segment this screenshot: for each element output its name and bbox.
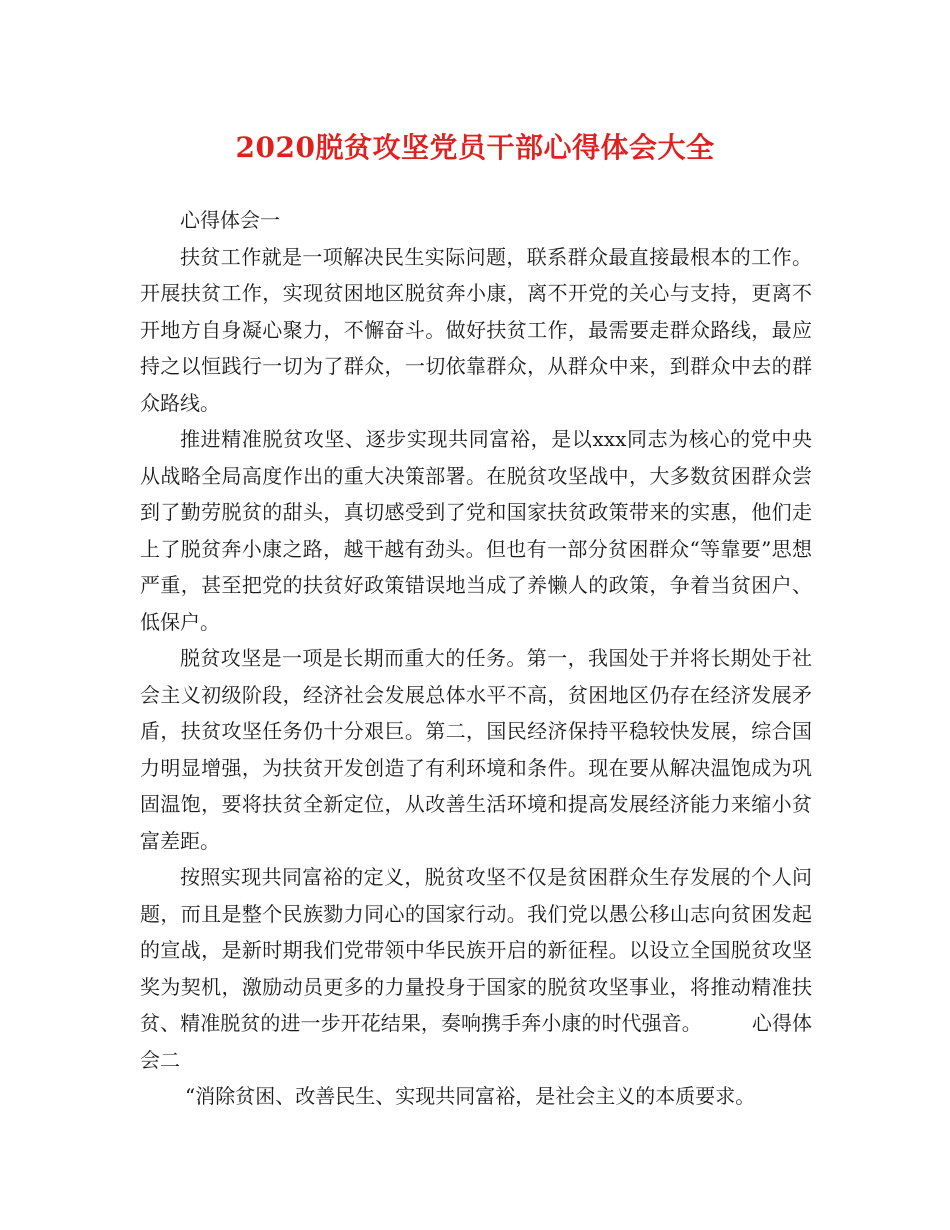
paragraph-2: 推进精准脱贫攻坚、逐步实现共同富裕，是以xxx同志为核心的党中央从战略全局高度作出的重大决策部署。在脱贫攻坚战中，大多数贫困群众尝到了勤劳脱贫的甜头，真切感受到了党和国家扶贫政策带来的实惠，他们走上了脱贫奔小康之路，越干越有劲头。但也有一部分贫困群众“等靠要”思想严重，甚至把党的扶贫好政策错误地当成了养懒人的政策，争着当贫困户、低保户。 bbox=[140, 427, 812, 634]
paragraph-4-text: 按照实现共同富裕的定义，脱贫攻坚不仅是贫困群众生存发展的个人问题，而且是整个民族勠力同心的国家行动。我们党以愚公移山志向贫困发起的宣战，是新时期我们党带领中华民族开启的新征程。以设立全国脱贫攻坚奖为契机，激励动员更多的力量投身于国家的脱贫攻坚事业，将推动精准扶贫、精准脱贫的进一步开花结果，奏响携手奔小康的时代强音。 bbox=[140, 865, 812, 1035]
paragraph-5: “消除贫困、改善民生、实现共同富裕，是社会主义的本质要求。 bbox=[185, 1084, 756, 1108]
paragraph-3: 脱贫攻坚是一项是长期而重大的任务。第一，我国处于并将长期处于社会主义初级阶段，经济社会发展总体水平不高，贫困地区仍存在经济发展矛盾，扶贫攻坚任务仍十分艰巨。第二，国民经济保持平稳较快发展，综合国力明显增强，为扶贫开发创造了有利环境和条件。现在要从解决温饱成为巩固温饱，要将扶贫全新定位，从改善生活环境和提高发展经济能力来缩小贫富差距。 bbox=[140, 646, 812, 853]
document-body bbox=[140, 202, 812, 1115]
section-heading-2: 心得体会二 bbox=[140, 1011, 813, 1072]
paragraph-4 bbox=[140, 859, 812, 1078]
section-heading-1: 心得体会一 bbox=[180, 208, 280, 232]
document-title: 2020脱贫攻坚党员干部心得体会大全 bbox=[235, 131, 715, 164]
paragraph-1: 扶贫工作就是一项解决民生实际问题，联系群众最直接最根本的工作。开展扶贫工作，实现贫困地区脱贫奔小康，离不开党的关心与支持，更离不开地方自身凝心聚力，不懈奋斗。做好扶贫工作，最需要走群众路线，最应持之以恒践行一切为了群众，一切依靠群众，从群众中来，到群众中去的群众路线。 bbox=[140, 244, 812, 415]
